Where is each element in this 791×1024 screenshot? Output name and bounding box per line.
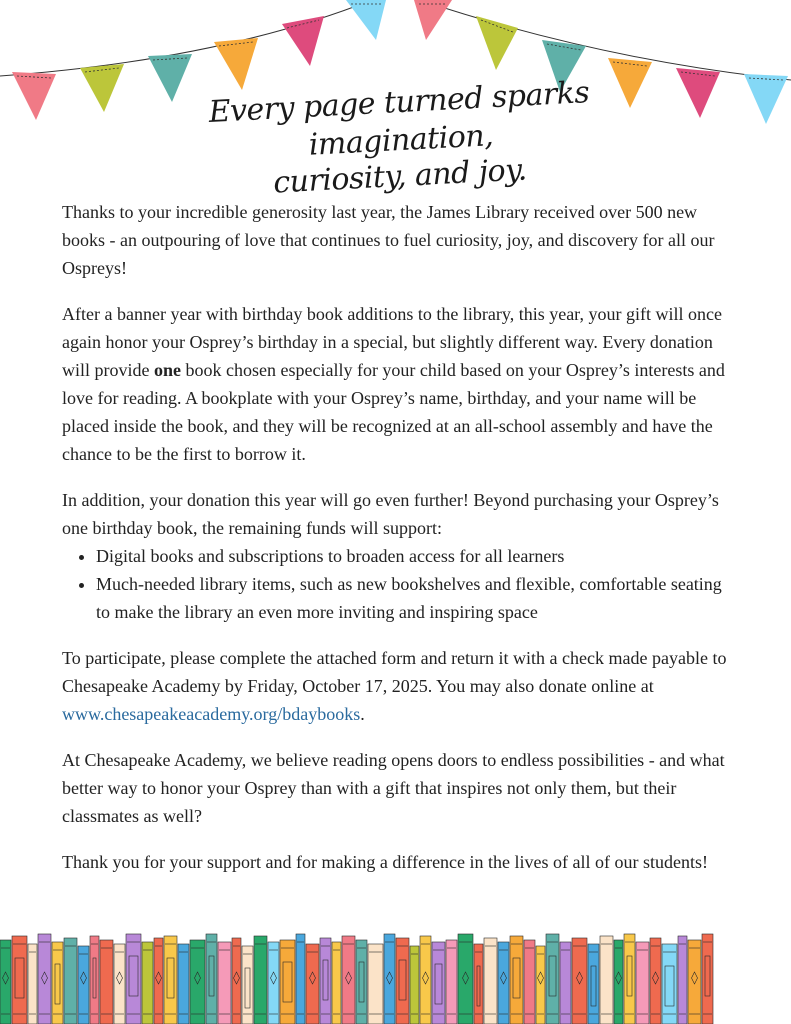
book-spine	[536, 946, 545, 1024]
book-spine	[688, 940, 701, 1024]
bunting-flag	[346, 0, 386, 40]
donate-link[interactable]: www.chesapeakeacademy.org/bdaybooks	[62, 704, 361, 724]
book-spine	[410, 946, 419, 1024]
bunting-flag	[414, 0, 452, 40]
book-spine	[38, 934, 51, 1024]
book-spine	[242, 946, 253, 1024]
book-spine	[396, 938, 409, 1024]
book-spine	[458, 934, 473, 1024]
headline-line-2: curiosity, and joy.	[272, 152, 528, 201]
book-spine	[142, 942, 153, 1024]
book-spine	[650, 938, 661, 1024]
book-spine	[28, 944, 37, 1024]
book-spine	[572, 938, 587, 1024]
book-spine	[296, 934, 305, 1024]
book-spine	[154, 938, 163, 1024]
p4-text-2: .	[360, 704, 365, 724]
book-spine	[332, 942, 341, 1024]
bunting-flag	[282, 16, 324, 66]
paragraph-addition: In addition, your donation this year will go even further! Beyond purchasing your Osprey’s one birthday book, the remaining funds will support:	[62, 490, 719, 538]
book-spine	[232, 938, 241, 1024]
book-spine	[178, 944, 189, 1024]
bookshelf-border	[0, 932, 791, 1024]
book-spine	[662, 944, 677, 1024]
book-spine	[306, 944, 319, 1024]
list-item: • Digital books and subscriptions to broaden access for all learners	[96, 542, 734, 570]
p2-text-2: book chosen especially for your child based on your Osprey’s interests and love for reading. A bookplate with your Osprey’s name, birthday, and your name will be placed inside the book, and they will be recognized at an all-school assembly and have the chance to be the first to borrow it.	[62, 360, 725, 464]
paragraph-birthday-book	[62, 300, 734, 468]
book-spine	[636, 942, 649, 1024]
book-spine	[432, 942, 445, 1024]
book-spine	[600, 936, 613, 1024]
book-spine	[510, 936, 523, 1024]
book-spine	[126, 934, 141, 1024]
p4-text-1: To participate, please complete the attached form and return it with a check made payable to Chesapeake Academy by Friday, October 17, 2025. You may also donate online at	[62, 648, 727, 696]
book-spine	[268, 942, 279, 1024]
book-spine	[484, 938, 497, 1024]
book-spine	[368, 944, 383, 1024]
p2-text-1: After a banner year with birthday book additions to the library, this year, your gift will once again honor your Osprey’s birthday in a special, but slightly different way. Every donation will provide	[62, 304, 722, 380]
book-spine	[78, 946, 89, 1024]
bunting-flag	[744, 74, 788, 124]
book-spine	[560, 942, 571, 1024]
book-spine	[100, 940, 113, 1024]
book-spine	[524, 940, 535, 1024]
book-spine	[678, 936, 687, 1024]
book-spine	[342, 936, 355, 1024]
book-spine	[624, 934, 635, 1024]
book-spine	[64, 938, 77, 1024]
book-spine	[446, 940, 457, 1024]
p2-bold: one	[154, 360, 181, 380]
bunting-flag	[476, 16, 518, 70]
paragraph-closing: Thank you for your support and for making a difference in the lives of all of our students!	[62, 852, 708, 872]
book-spine	[320, 938, 331, 1024]
paragraph-belief: At Chesapeake Academy, we believe reading opens doors to endless possibilities - and what better way to honor your Osprey than with a gift that inspires not only them, but their classmates as well?	[62, 750, 725, 826]
support-list	[62, 542, 734, 626]
headline-line-1: Every page turned sparks imagination,	[207, 75, 591, 163]
bunting-flag	[12, 72, 56, 120]
book-spine	[206, 934, 217, 1024]
paragraph-thanks: Thanks to your incredible generosity last year, the James Library received over 500 new books - an outpouring of love that continues to fuel curiosity, joy, and discovery for all our Ospreys!	[62, 202, 715, 278]
bunting-string	[420, 0, 791, 80]
book-spine	[356, 940, 367, 1024]
book-spine	[190, 940, 205, 1024]
book-spine	[384, 934, 395, 1024]
book-spine	[474, 944, 483, 1024]
headline	[120, 75, 680, 201]
book-spine	[218, 942, 231, 1024]
book-spine	[254, 936, 267, 1024]
book-spine	[420, 936, 431, 1024]
book-spine	[90, 936, 99, 1024]
paragraph-participate	[62, 644, 734, 728]
bunting-flag	[80, 64, 124, 112]
book-spine	[588, 944, 599, 1024]
book-spine	[114, 944, 125, 1024]
book-spine	[164, 936, 177, 1024]
book-spine	[0, 940, 11, 1024]
book-spine	[52, 942, 63, 1024]
book-spine	[280, 940, 295, 1024]
book-spine	[546, 934, 559, 1024]
book-spine	[498, 942, 509, 1024]
book-spine	[702, 934, 713, 1024]
letter-body	[62, 198, 734, 894]
book-spine	[614, 940, 623, 1024]
book-spine	[12, 936, 27, 1024]
list-item: • Much-needed library items, such as new bookshelves and flexible, comfortable seating to make the library an even more inviting and inspiring space	[96, 570, 734, 626]
